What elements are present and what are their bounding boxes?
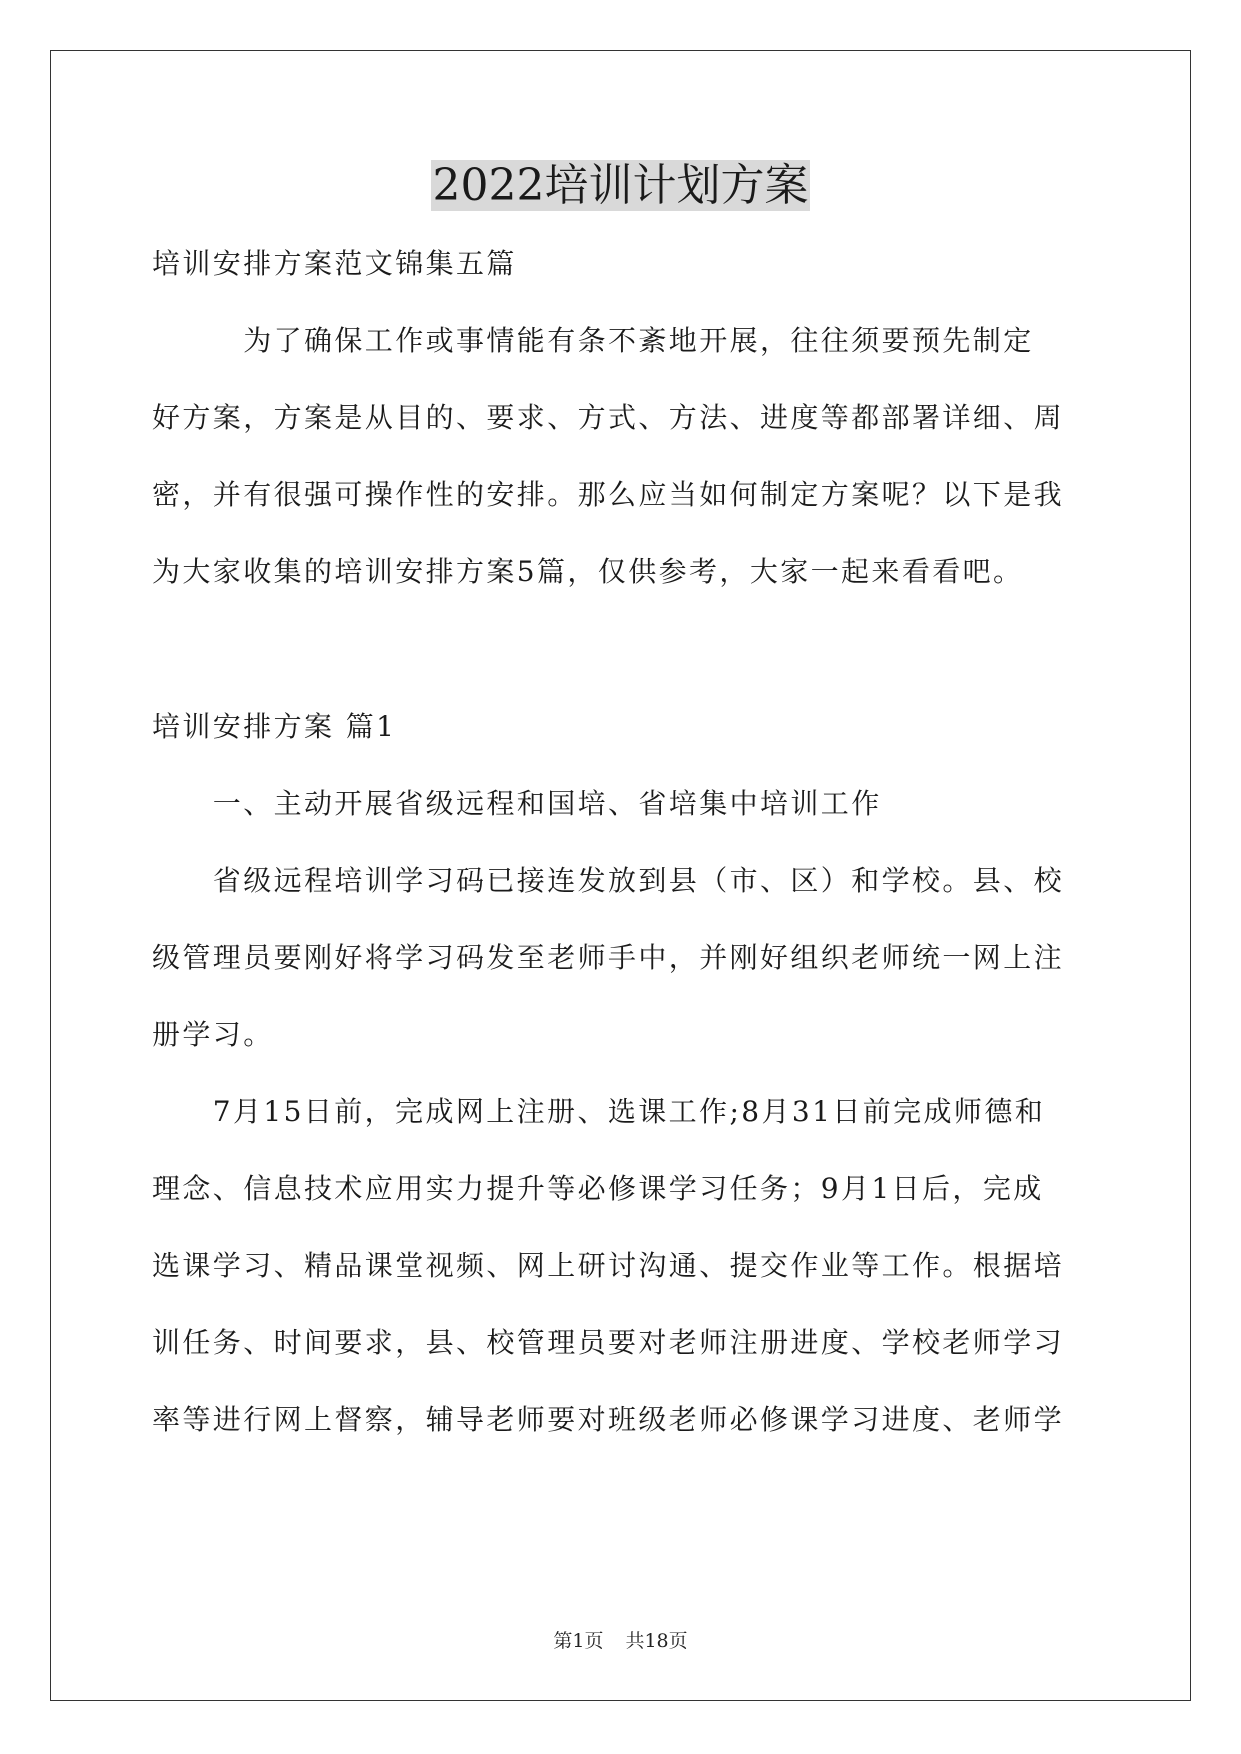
- paragraph-line: 省级远程培训学习码已接连发放到县（市、区）和学校。县、校: [152, 864, 1065, 897]
- section-heading: 培训安排方案 篇1: [152, 710, 397, 743]
- page-number: 第1页: [553, 1630, 604, 1652]
- page-footer: [0, 1628, 1241, 1654]
- paragraph-line: 训任务、时间要求，县、校管理员要对老师注册进度、学校老师学习: [152, 1326, 1065, 1359]
- paragraph-line: 一、主动开展省级远程和国培、省培集中培训工作: [152, 787, 882, 820]
- document-title-text: 2022培训计划方案: [432, 160, 809, 211]
- subtitle-line: 培训安排方案范文锦集五篇: [152, 247, 517, 280]
- paragraph-line: 好方案，方案是从目的、要求、方式、方法、进度等都部署详细、周: [152, 401, 1065, 434]
- paragraph-line: 级管理员要刚好将学习码发至老师手中，并刚好组织老师统一网上注: [152, 941, 1065, 974]
- paragraph-line: 密，并有很强可操作性的安排。那么应当如何制定方案呢？以下是我: [152, 478, 1065, 511]
- paragraph-line: 率等进行网上督察，辅导老师要对班级老师必修课学习进度、老师学: [152, 1403, 1065, 1436]
- paragraph-line: 册学习。: [152, 1018, 274, 1051]
- paragraph-line: 为了确保工作或事情能有条不紊地开展，往往须要预先制定: [152, 324, 1034, 357]
- page-total: 共18页: [625, 1630, 688, 1652]
- paragraph-line: 选课学习、精品课堂视频、网上研讨沟通、提交作业等工作。根据培: [152, 1249, 1065, 1282]
- paragraph-line: 为大家收集的培训安排方案5篇，仅供参考，大家一起来看看吧。: [152, 555, 1024, 588]
- document-title: [0, 156, 1241, 216]
- paragraph-line: 7月15日前，完成网上注册、选课工作;8月31日前完成师德和: [152, 1095, 1046, 1128]
- paragraph-line: 理念、信息技术应用实力提升等必修课学习任务；9月1日后，完成: [152, 1172, 1044, 1205]
